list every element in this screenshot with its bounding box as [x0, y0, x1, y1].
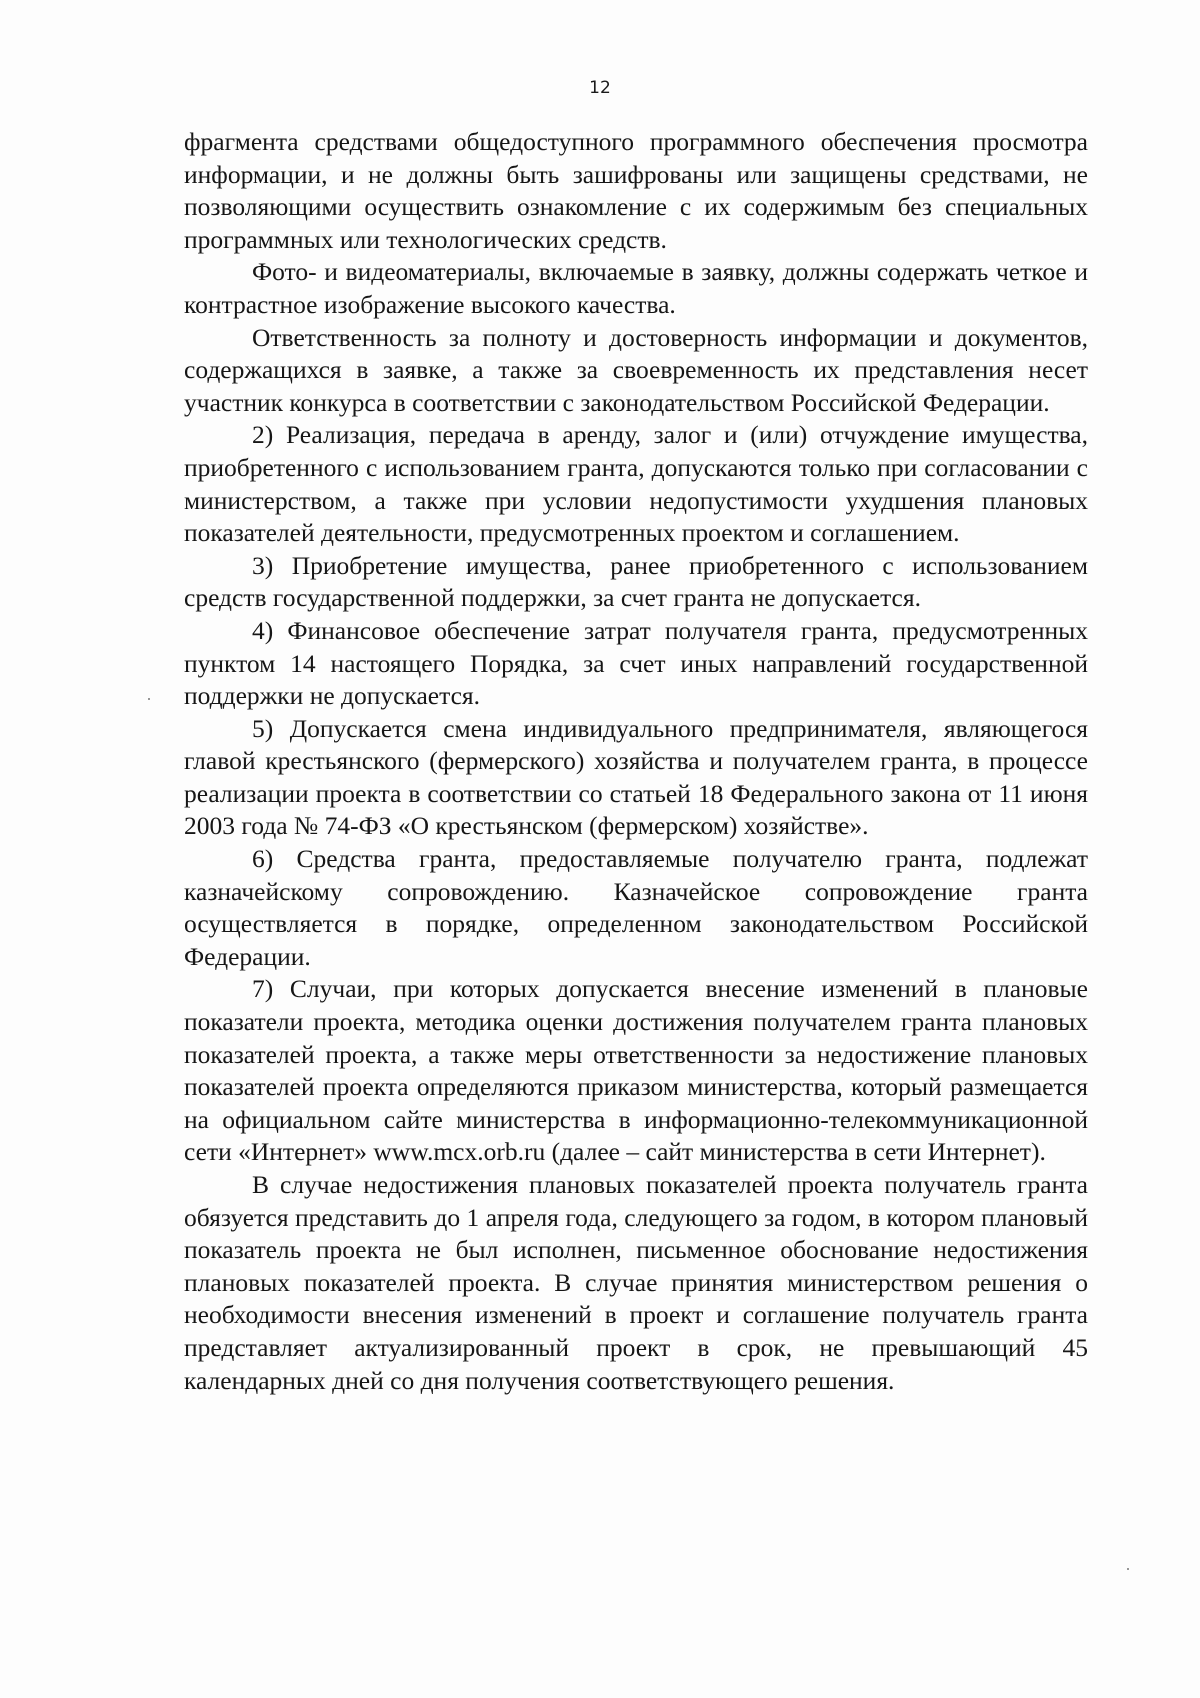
paragraph-item-5: 5) Допускается смена индивидуального предпринимателя, являющегося главой крестьянского (фермерского) хозяйства и получателем гранта, в процессе реализации проекта в соответствии со статьей 18 Федерального закона от 11 июня 2003 года № 74-ФЗ «О крестьянском (фермерском) хозяйстве». [184, 713, 1088, 841]
page-number: 12 [589, 78, 611, 98]
paragraph-item-2: 2) Реализация, передача в аренду, залог и (или) отчуждение имущества, приобретенного с использованием гранта, допускаются только при согласовании с министерством, а также при условии недопустимости ухудшения плановых показателей деятельности, предусмотренных проектом и соглашением. [184, 420, 1088, 548]
paragraph-responsibility: Ответственность за полноту и достоверность информации и документов, содержащихся в заявке, а также за своевременность их представления несет участник конкурса в соответствии с законодательством Российской Федерации. [184, 322, 1088, 417]
paragraph-non-achievement: В случае недостижения плановых показателей проекта получатель гранта обязуется представить до 1 апреля года, следующего за годом, в котором плановый показатель проекта не был исполнен, письменное обоснование недостижения плановых показателей проекта. В случае принятия министерством решения о необходимости внесения изменений в проект и соглашение получатель гранта представляет актуализированный проект в срок, не превышающий 45 календарных дней со дня получения соответствующего решения. [184, 1170, 1088, 1395]
scan-artifact-dot [148, 698, 150, 700]
paragraph-item-3: 3) Приобретение имущества, ранее приобретенного с использованием средств государственной поддержки, за счет гранта не допускается. [184, 550, 1088, 613]
paragraph-item-7: 7) Случаи, при которых допускается внесение изменений в плановые показатели проекта, методика оценки достижения получателем гранта плановых показателей проекта, а также меры ответственности за недостижение плановых показателей проекта определяются приказом министерства, который размещается на официальном сайте министерства в информационно-телекоммуникационной сети «Интернет» www.mcx.orb.ru (далее – сайт министерства в сети Интернет). [184, 974, 1088, 1167]
paragraph-item-4: 4) Финансовое обеспечение затрат получателя гранта, предусмотренных пунктом 14 настоящего Порядка, за счет иных направлений государственной поддержки не допускается. [184, 615, 1088, 711]
paragraph-photo-video: Фото- и видеоматериалы, включаемые в заявку, должны содержать четкое и контрастное изображение высокого качества. [184, 257, 1088, 319]
scan-artifact-dot [1127, 1568, 1129, 1570]
paragraph-continuation: фрагмента средствами общедоступного программного обеспечения просмотра информации, и не должны быть зашифрованы или защищены средствами, не позволяющими осуществить ознакомление с их содержимым без специальных программных или технологических средств. [184, 127, 1088, 254]
document-body [184, 126, 1088, 1397]
paragraph-item-6: 6) Средства гранта, предоставляемые получателю гранта, подлежат казначейскому сопровождению. Казначейское сопровождение гранта осуществляется в порядке, определенном законодательством Российской Федерации. [184, 844, 1088, 971]
